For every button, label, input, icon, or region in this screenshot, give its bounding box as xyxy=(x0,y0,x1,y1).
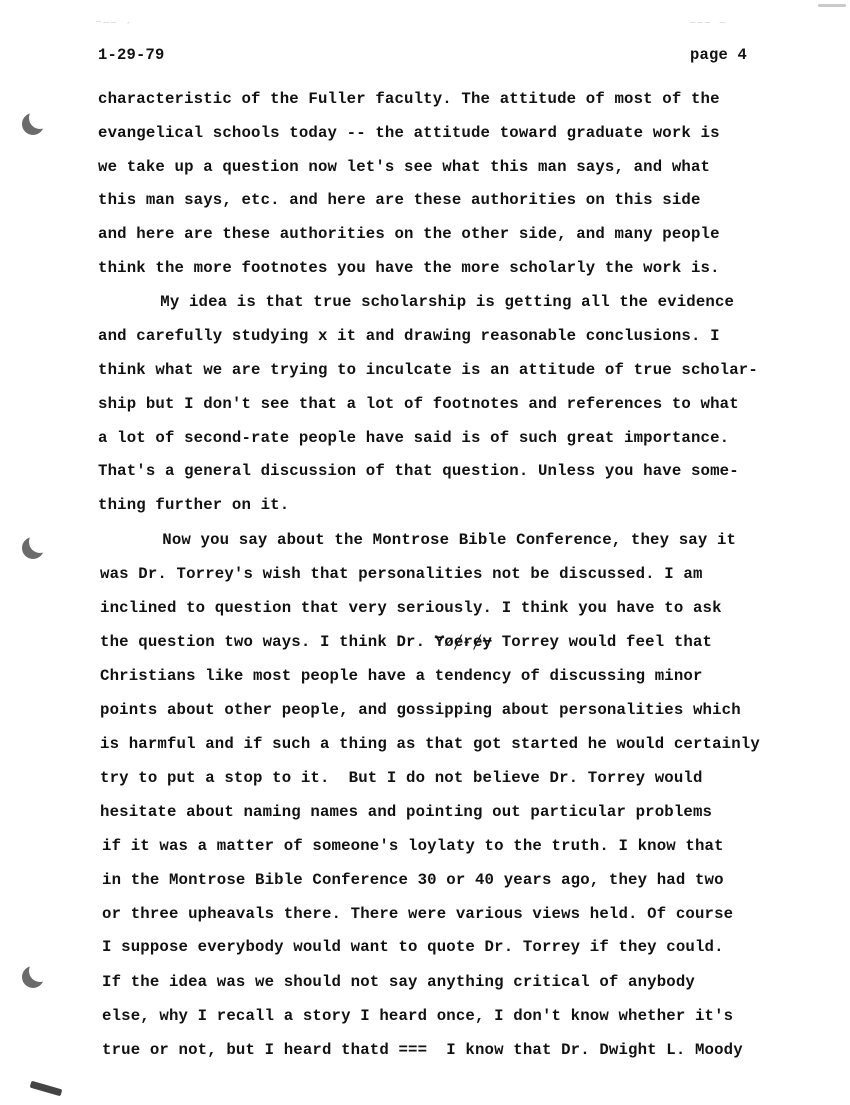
body-line: try to put a stop to it. But I do not believe Dr. Torrey would xyxy=(100,769,703,787)
body-line: or three upheavals there. There were various views held. Of course xyxy=(102,905,734,923)
body-line: true or not, but I heard thatd === I know that Dr. Dwight L. Moody xyxy=(102,1041,743,1059)
header-date: 1-29-79 xyxy=(98,46,165,64)
body-line: thing further on it. xyxy=(98,496,290,514)
body-line: That's a general discussion of that question. Unless you have some- xyxy=(98,462,739,480)
body-line: points about other people, and gossipping about personalities which xyxy=(100,701,741,719)
scan-edge-mark xyxy=(30,1081,63,1097)
body-line: was Dr. Torrey's wish that personalities not be discussed. I am xyxy=(100,565,703,583)
punch-hole-mark xyxy=(22,537,44,559)
faint-header-right: ‾‾‾ ‾ xyxy=(690,22,728,32)
body-line: if it was a matter of someone's loylaty to the truth. I know that xyxy=(102,837,724,855)
body-line: hesitate about naming names and pointing out particular problems xyxy=(100,803,713,821)
scan-streak xyxy=(818,4,846,7)
body-line: think the more footnotes you have the more scholarly the work is. xyxy=(98,259,720,277)
body-line: and carefully studying x it and drawing reasonable conclusions. I xyxy=(98,327,720,345)
body-line: and here are these authorities on the other side, and many people xyxy=(98,225,720,243)
header-page-number: page 4 xyxy=(690,46,748,64)
body-line: inclined to question that very seriously. I think you have to ask xyxy=(100,599,722,617)
body-line: My idea is that true scholarship is getting all the evidence xyxy=(122,293,735,311)
body-line: this man says, etc. and here are these authorities on this side xyxy=(98,191,701,209)
punch-hole-mark xyxy=(22,966,44,988)
body-line: characteristic of the Fuller faculty. The attitude of most of the xyxy=(98,90,720,108)
body-line: evangelical schools today -- the attitude toward graduate work is xyxy=(98,124,720,142)
body-line: ship but I don't see that a lot of footnotes and references to what xyxy=(98,395,739,413)
body-line: is harmful and if such a thing as that got started he would certainly xyxy=(100,735,760,753)
body-line: Now you say about the Montrose Bible Conference, they say it xyxy=(124,531,737,549)
body-line: we take up a question now let's see what this man says, and what xyxy=(98,158,711,176)
body-line: I suppose everybody would want to quote Dr. Torrey if they could. xyxy=(102,938,724,956)
body-line: in the Montrose Bible Conference 30 or 40 years ago, they had two xyxy=(102,871,724,889)
body-line: the question two ways. I think Dr. Ɏøɇɍɇɏ Torrey would feel that xyxy=(100,633,713,651)
punch-hole-mark xyxy=(22,113,44,135)
body-line: else, why I recall a story I heard once, I don't know whether it's xyxy=(102,1007,734,1025)
faint-header-left: ¯‾‾ ´ xyxy=(96,22,134,32)
body-line: a lot of second-rate people have said is of such great importance. xyxy=(98,429,730,447)
body-line: If the idea was we should not say anything critical of anybody xyxy=(102,973,695,991)
body-line: Christians like most people have a tendency of discussing minor xyxy=(100,667,703,685)
body-line: think what we are trying to inculcate is an attitude of true scholar- xyxy=(98,361,758,379)
